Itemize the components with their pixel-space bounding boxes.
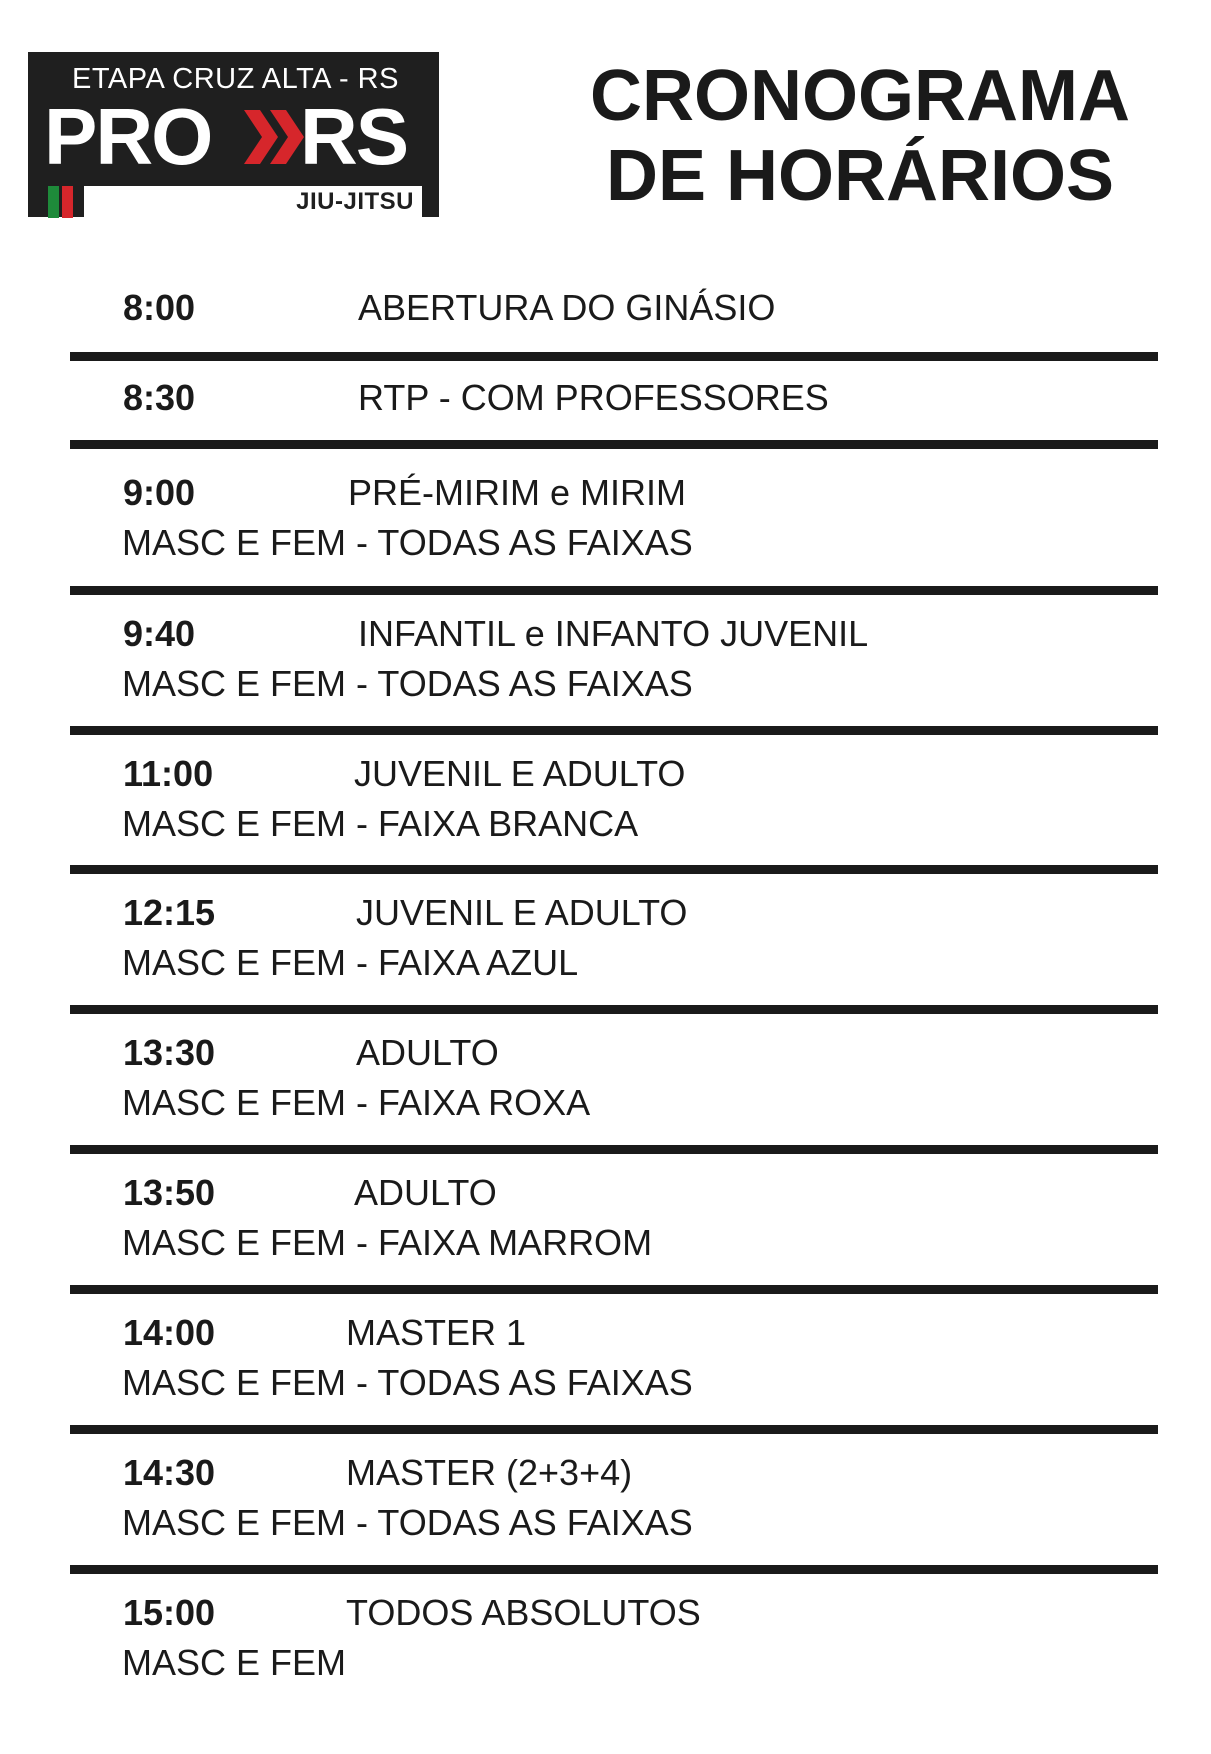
logo-stage-label: ETAPA CRUZ ALTA - RS: [72, 63, 399, 95]
schedule-detail: MASC E FEM - TODAS AS FAIXAS: [122, 1362, 693, 1403]
schedule-detail: MASC E FEM - FAIXA BRANCA: [122, 803, 639, 844]
schedule-event: PRÉ-MIRIM e MIRIM: [348, 472, 686, 513]
schedule-time: 13:50: [123, 1172, 216, 1213]
schedule-detail: MASC E FEM - FAIXA ROXA: [122, 1082, 591, 1123]
schedule-time: 12:15: [123, 892, 216, 933]
schedule-event: INFANTIL e INFANTO JUVENIL: [358, 613, 869, 654]
schedule-divider: [70, 1145, 1158, 1154]
schedule-time: 13:30: [123, 1032, 216, 1073]
schedule-detail: MASC E FEM - FAIXA AZUL: [122, 942, 579, 983]
schedule-event: TODOS ABSOLUTOS: [346, 1592, 701, 1633]
schedule-divider: [70, 1005, 1158, 1014]
logo-brand-right: RS: [300, 92, 408, 181]
schedule-detail: MASC E FEM: [122, 1642, 347, 1683]
schedule-divider: [70, 440, 1158, 449]
schedule-event: ABERTURA DO GINÁSIO: [358, 287, 776, 328]
schedule-divider: [70, 865, 1158, 874]
schedule-divider: [70, 1285, 1158, 1294]
schedule-detail: MASC E FEM - TODAS AS FAIXAS: [122, 1502, 693, 1543]
schedule-time: 8:30: [123, 377, 196, 418]
schedule-time: 11:00: [123, 753, 214, 794]
schedule-detail: MASC E FEM - FAIXA MARROM: [122, 1222, 653, 1263]
schedule-divider: [70, 1425, 1158, 1434]
title-line-2: DE HORÁRIOS: [605, 136, 1115, 216]
schedule-time: 14:30: [123, 1452, 216, 1493]
schedule-time: 8:00: [123, 287, 196, 328]
schedule-time: 9:40: [123, 613, 196, 654]
schedule-event: MASTER 1: [346, 1312, 527, 1353]
schedule-event: JUVENIL E ADULTO: [354, 753, 686, 794]
schedule-event: MASTER (2+3+4): [346, 1452, 633, 1493]
schedule-divider: [70, 1565, 1158, 1574]
logo-brand-left: PRO: [44, 92, 212, 181]
title-line-1: CRONOGRAMA: [590, 56, 1130, 136]
logo-band-text: JIU-JITSU: [296, 188, 414, 215]
schedule-divider: [70, 586, 1158, 595]
schedule-detail: MASC E FEM - TODAS AS FAIXAS: [122, 522, 693, 563]
schedule-event: JUVENIL E ADULTO: [356, 892, 688, 933]
schedule-event: RTP - COM PROFESSORES: [358, 377, 829, 418]
schedule-event: ADULTO: [356, 1032, 499, 1073]
schedule-divider: [70, 726, 1158, 735]
schedule-time: 15:00: [123, 1592, 216, 1633]
schedule-divider: [70, 352, 1158, 361]
schedule-detail: MASC E FEM - TODAS AS FAIXAS: [122, 663, 693, 704]
schedule-time: 14:00: [123, 1312, 216, 1353]
schedule-event: ADULTO: [354, 1172, 497, 1213]
schedule-time: 9:00: [123, 472, 196, 513]
